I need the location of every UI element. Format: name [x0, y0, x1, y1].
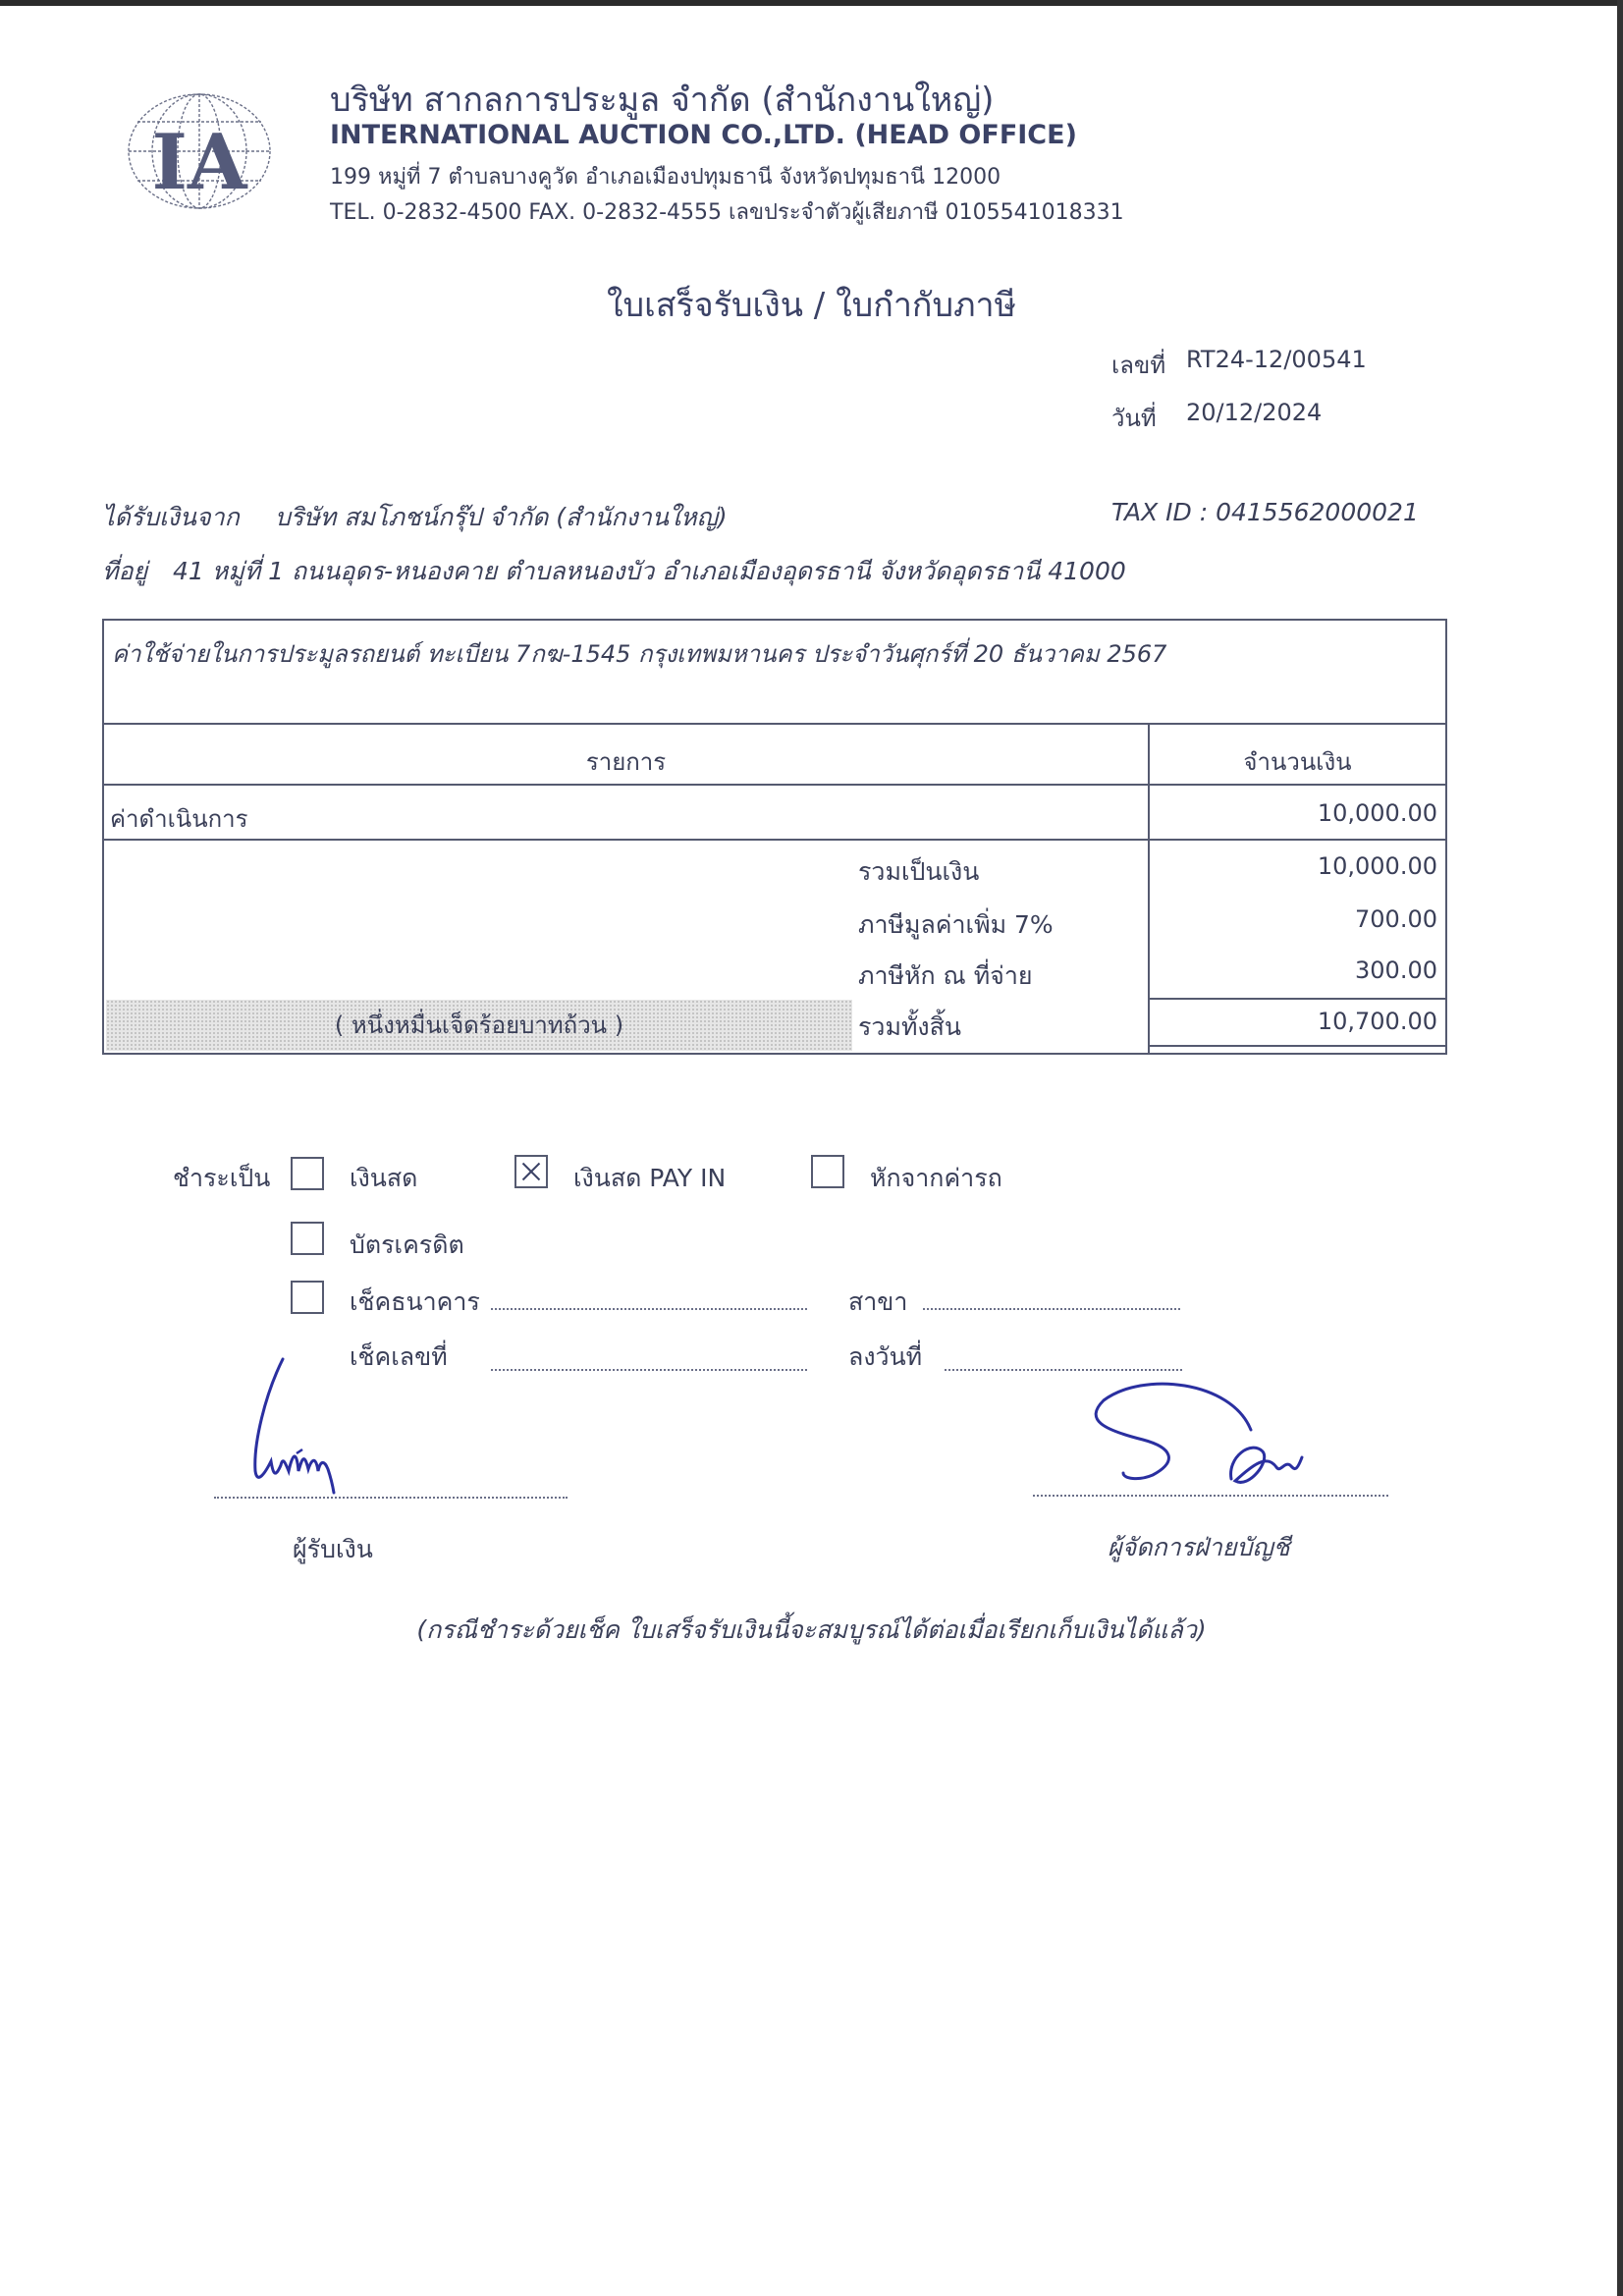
divider	[1148, 1045, 1445, 1047]
credit-card-label: บัตรเครดิต	[350, 1230, 464, 1259]
table-row-item: ค่าดำเนินการ	[110, 805, 248, 833]
footer-note: (กรณีชำระด้วยเช็ค ใบเสร็จรับเงินนี้จะสมบูรณ์ได้ต่อเมื่อเรียกเก็บเงินได้แล้ว)	[416, 1615, 1207, 1644]
received-from-label: ได้รับเงินจาก	[102, 503, 240, 531]
customer-address-label: ที่อยู่	[102, 557, 148, 585]
subtotal-label: รวมเป็นเงิน	[858, 857, 980, 886]
credit-card-checkbox[interactable]	[291, 1222, 324, 1255]
cash-label: เงินสด	[350, 1164, 418, 1192]
company-logo	[126, 90, 273, 238]
divider	[104, 723, 1445, 725]
payin-label: เงินสด PAY IN	[573, 1164, 727, 1192]
cheque-number-line	[491, 1369, 807, 1371]
cheque-number-label: เช็คเลขที่	[350, 1342, 448, 1371]
cheque-bank-line	[491, 1308, 807, 1310]
payin-checkbox[interactable]	[514, 1155, 548, 1188]
manager-signature-line	[1033, 1495, 1388, 1497]
company-contact: TEL. 0-2832-4500 FAX. 0-2832-4555 เลขประจำตัวผู้เสียภาษี 0105541018331	[330, 200, 1124, 225]
withholding-tax-label: ภาษีหัก ณ ที่จ่าย	[858, 961, 1033, 990]
vat-label: ภาษีมูลค่าเพิ่ม 7%	[858, 910, 1054, 939]
divider	[104, 839, 1445, 841]
withholding-tax-amount: 300.00	[1355, 957, 1437, 984]
cheque-bank-label: เช็คธนาคาร	[350, 1287, 480, 1316]
total-amount: 10,700.00	[1317, 1008, 1437, 1035]
divider	[104, 784, 1445, 786]
branch-line	[923, 1308, 1180, 1310]
header-amount: จำนวนเงิน	[1243, 748, 1352, 776]
receipt-table	[102, 619, 1447, 1055]
divider	[1148, 998, 1445, 1000]
company-name-thai: บริษัท สากลการประมูล จำกัด (สำนักงานใหญ่)	[330, 81, 995, 120]
customer-address: 41 หมู่ที่ 1 ถนนอุดร-หนองคาย ตำบลหนองบัว อำเภอเมืองอุดรธานี จังหวัดอุดรธานี 41000	[173, 557, 1126, 585]
branch-label: สาขา	[848, 1287, 908, 1316]
manager-label: ผู้จัดการฝ่ายบัญชี	[1108, 1533, 1290, 1561]
cheque-checkbox[interactable]	[291, 1281, 324, 1314]
receiver-signature	[236, 1355, 403, 1506]
customer-name: บริษัท สมโภชน์กรุ๊ป จำกัด (สำนักงานใหญ่)	[275, 503, 728, 531]
receipt-number: RT24-12/00541	[1186, 346, 1367, 373]
top-edge	[0, 0, 1623, 6]
company-address: 199 หมู่ที่ 7 ตำบลบางคูวัด อำเภอเมืองปทุมธานี จังหวัดปทุมธานี 12000	[330, 165, 1001, 190]
deduct-checkbox[interactable]	[811, 1155, 844, 1188]
receipt-date-label: วันที่	[1111, 405, 1157, 432]
company-name-english: INTERNATIONAL AUCTION CO.,LTD. (HEAD OFFICE)	[330, 120, 1077, 150]
svg-text:IA: IA	[151, 118, 247, 207]
deduct-label: หักจากค่ารถ	[870, 1164, 1002, 1192]
receiver-label: ผู้รับเงิน	[293, 1535, 373, 1563]
customer-tax-id: TAX ID : 0415562000021	[1111, 498, 1419, 526]
amount-in-words: ( หนึ่งหมื่นเจ็ดร้อยบาทถ้วน )	[334, 1011, 624, 1039]
header-items: รายการ	[585, 748, 667, 776]
manager-signature	[1084, 1371, 1339, 1503]
cash-checkbox[interactable]	[291, 1157, 324, 1190]
cheque-date-label: ลงวันที่	[848, 1342, 923, 1371]
vat-amount: 700.00	[1355, 905, 1437, 933]
table-row-amount: 10,000.00	[1317, 799, 1437, 827]
payment-label: ชำระเป็น	[173, 1164, 271, 1192]
document-title: ใบเสร็จรับเงิน / ใบกำกับภาษี	[606, 286, 1017, 325]
total-label: รวมทั้งสิ้น	[858, 1012, 961, 1041]
receipt-number-label: เลขที่	[1111, 352, 1166, 379]
receipt-date: 20/12/2024	[1186, 399, 1323, 426]
right-edge	[1617, 0, 1623, 2296]
subtotal-amount: 10,000.00	[1317, 852, 1437, 880]
receiver-signature-line	[214, 1497, 568, 1499]
table-description: ค่าใช้จ่ายในการประมูลรถยนต์ ทะเบียน 7กฆ-1545 กรุงเทพมหานคร ประจำวันศุกร์ที่ 20 ธันวาคม 2567	[112, 640, 1167, 668]
